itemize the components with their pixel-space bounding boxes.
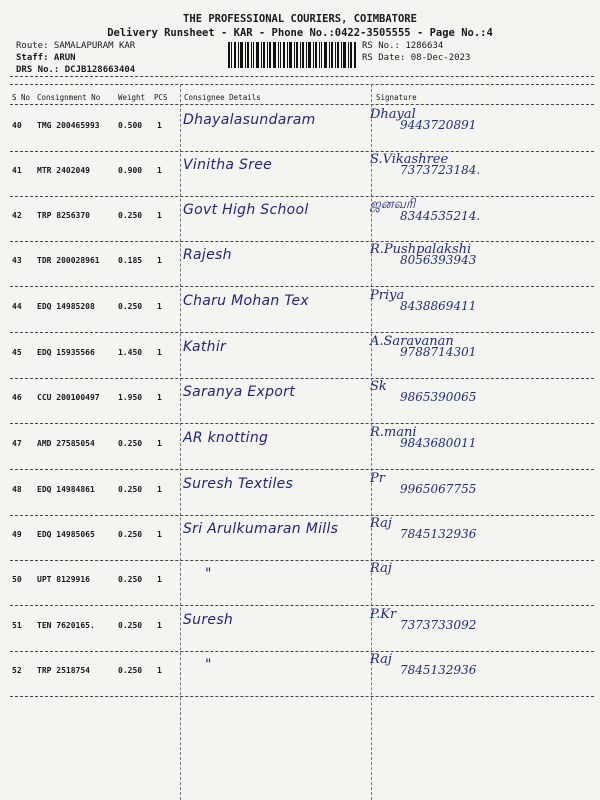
row-divider xyxy=(10,696,594,697)
col-pcs: PCS xyxy=(154,93,168,102)
signature-name: Raj xyxy=(370,516,392,531)
row-sno: 46 xyxy=(12,393,22,402)
row-consignee-name: Vinitha Sree xyxy=(183,157,273,173)
signature-phone: 7373733092 xyxy=(400,618,477,632)
row-divider xyxy=(10,332,594,333)
row-divider xyxy=(10,515,594,516)
row-signature xyxy=(370,334,476,359)
signature-phone: 8056393943 xyxy=(400,253,477,267)
row-weight: 0.250 xyxy=(118,485,143,494)
row-consignee-name: Kathir xyxy=(183,339,227,355)
signature-phone: 8438869411 xyxy=(400,299,477,313)
row-divider xyxy=(10,651,594,652)
col-consignee: Consignee Details xyxy=(184,93,261,102)
row-sno: 47 xyxy=(12,439,22,448)
table-row xyxy=(0,652,600,696)
divider xyxy=(10,104,594,105)
signature-name: R.Pushpalakshi xyxy=(370,242,472,257)
row-sno: 49 xyxy=(12,530,22,539)
row-signature xyxy=(370,607,476,632)
signature-name: Raj xyxy=(370,652,392,667)
signature-name: Dhayal xyxy=(370,107,416,122)
row-signature xyxy=(370,516,476,541)
table-row xyxy=(0,516,600,560)
signature-name: ஜனவரி xyxy=(370,197,416,212)
row-consignment-no: AMD 27585054 xyxy=(37,439,95,448)
row-consignee-name: Dhayalasundaram xyxy=(183,112,316,128)
row-divider xyxy=(10,378,594,379)
table-row xyxy=(0,334,600,378)
table-row xyxy=(0,242,600,286)
row-signature xyxy=(370,242,476,267)
row-divider xyxy=(10,605,594,606)
row-consignment-no: MTR 2402049 xyxy=(37,166,90,175)
row-signature xyxy=(370,652,476,677)
table-row xyxy=(0,561,600,605)
row-weight: 0.250 xyxy=(118,302,143,311)
row-sno: 40 xyxy=(12,121,22,130)
table-row xyxy=(0,425,600,469)
row-divider xyxy=(10,241,594,242)
row-consignment-no: CCU 200100497 xyxy=(37,393,100,402)
col-consignment: Consignment No xyxy=(37,93,101,102)
row-pcs: 1 xyxy=(157,666,162,675)
barcode xyxy=(228,42,356,68)
row-weight: 1.450 xyxy=(118,348,143,357)
row-consignment-no: TRP 8256370 xyxy=(37,211,90,220)
row-pcs: 1 xyxy=(157,256,162,265)
row-consignee-name: Sri Arulkumaran Mills xyxy=(183,521,339,537)
rs-number: RS No.: 1286634 xyxy=(362,41,444,51)
row-consignment-no: EDQ 14985065 xyxy=(37,530,95,539)
signature-name: Pr xyxy=(370,471,385,486)
row-weight: 0.900 xyxy=(118,166,143,175)
row-consignee-name: Rajesh xyxy=(183,247,232,263)
table-row xyxy=(0,152,600,196)
row-consignment-no: EDQ 14984861 xyxy=(37,485,95,494)
row-consignee-name: " xyxy=(205,566,212,582)
row-sno: 43 xyxy=(12,256,22,265)
row-weight: 0.500 xyxy=(118,121,143,130)
row-divider xyxy=(10,151,594,152)
row-pcs: 1 xyxy=(157,575,162,584)
runsheet-subtitle: Delivery Runsheet - KAR - Phone No.:0422-3505555 - Page No.:4 xyxy=(107,27,493,39)
signature-name: P.Kr xyxy=(370,607,397,622)
table-row xyxy=(0,197,600,241)
row-consignee-name: Govt High School xyxy=(183,202,309,218)
row-divider xyxy=(10,560,594,561)
signature-phone: 7845132936 xyxy=(400,527,477,541)
signature-phone: 7373723184. xyxy=(400,163,481,177)
row-divider xyxy=(10,469,594,470)
row-signature xyxy=(370,107,476,132)
row-consignee-name: Charu Mohan Tex xyxy=(183,293,309,309)
row-consignment-no: TDR 200028961 xyxy=(37,256,100,265)
divider xyxy=(10,84,594,85)
row-sno: 50 xyxy=(12,575,22,584)
signature-name: R.mani xyxy=(370,425,417,440)
table-row xyxy=(0,607,600,651)
table-row xyxy=(0,107,600,151)
row-signature xyxy=(370,288,476,313)
row-pcs: 1 xyxy=(157,439,162,448)
row-weight: 1.950 xyxy=(118,393,143,402)
row-consignee-name: AR knotting xyxy=(183,430,269,446)
row-divider xyxy=(10,286,594,287)
row-pcs: 1 xyxy=(157,211,162,220)
row-signature xyxy=(370,471,476,496)
row-signature xyxy=(370,197,480,223)
row-pcs: 1 xyxy=(157,393,162,402)
table-row xyxy=(0,288,600,332)
row-sno: 41 xyxy=(12,166,22,175)
company-title: THE PROFESSIONAL COURIERS, COIMBATORE xyxy=(183,13,417,25)
row-sno: 51 xyxy=(12,621,22,630)
row-pcs: 1 xyxy=(157,121,162,130)
row-weight: 0.250 xyxy=(118,530,143,539)
row-weight: 0.250 xyxy=(118,621,143,630)
row-weight: 0.250 xyxy=(118,211,143,220)
row-sno: 48 xyxy=(12,485,22,494)
row-divider xyxy=(10,423,594,424)
col-weight: Weight xyxy=(118,93,146,102)
row-sno: 42 xyxy=(12,211,22,220)
row-consignee-name: Suresh xyxy=(183,612,234,628)
row-consignee-name: Saranya Export xyxy=(183,384,296,400)
signature-phone: 9843680011 xyxy=(400,436,477,450)
signature-name: A.Saravanan xyxy=(370,334,454,349)
row-divider xyxy=(10,196,594,197)
row-pcs: 1 xyxy=(157,302,162,311)
signature-name: S.Vikashree xyxy=(370,152,449,167)
row-pcs: 1 xyxy=(157,621,162,630)
signature-name: Priya xyxy=(370,288,405,303)
row-consignee-name: " xyxy=(205,657,212,673)
row-sno: 52 xyxy=(12,666,22,675)
row-signature xyxy=(370,425,476,450)
signature-phone: 9443720891 xyxy=(400,118,477,132)
signature-phone: 9865390065 xyxy=(400,390,477,404)
drs-number: DRS No.: DCJB128663404 xyxy=(16,65,136,75)
row-consignment-no: UPT 8129916 xyxy=(37,575,90,584)
row-pcs: 1 xyxy=(157,166,162,175)
row-signature xyxy=(370,379,476,404)
row-signature xyxy=(370,152,480,177)
staff-label: Staff: ARUN xyxy=(16,53,76,63)
signature-phone: 9965067755 xyxy=(400,482,477,496)
row-weight: 0.250 xyxy=(118,439,143,448)
row-consignment-no: EDQ 15935566 xyxy=(37,348,95,357)
col-sno: S No xyxy=(12,93,31,102)
rs-date: RS Date: 08-Dec-2023 xyxy=(362,53,471,63)
row-consignee-name: Suresh Textiles xyxy=(183,476,294,492)
signature-phone: 8344535214. xyxy=(400,209,481,223)
row-consignment-no: TMG 200465993 xyxy=(37,121,100,130)
row-pcs: 1 xyxy=(157,485,162,494)
row-sno: 45 xyxy=(12,348,22,357)
row-sno: 44 xyxy=(12,302,22,311)
table-row xyxy=(0,471,600,515)
row-weight: 0.250 xyxy=(118,666,143,675)
route-label: Route: SAMALAPURAM KAR xyxy=(16,41,136,51)
row-signature xyxy=(370,561,400,576)
row-consignment-no: TEN 7620165. xyxy=(37,621,95,630)
divider xyxy=(10,76,594,77)
table-row xyxy=(0,379,600,423)
signature-name: Sk xyxy=(370,379,387,394)
signature-phone: 9788714301 xyxy=(400,345,477,359)
signature-name: Raj xyxy=(370,561,392,576)
col-signature: Signature xyxy=(376,93,417,102)
row-pcs: 1 xyxy=(157,530,162,539)
row-consignment-no: TRP 2518754 xyxy=(37,666,90,675)
signature-phone: 7845132936 xyxy=(400,663,477,677)
row-weight: 0.185 xyxy=(118,256,143,265)
row-pcs: 1 xyxy=(157,348,162,357)
row-consignment-no: EDQ 14985208 xyxy=(37,302,95,311)
row-weight: 0.250 xyxy=(118,575,143,584)
